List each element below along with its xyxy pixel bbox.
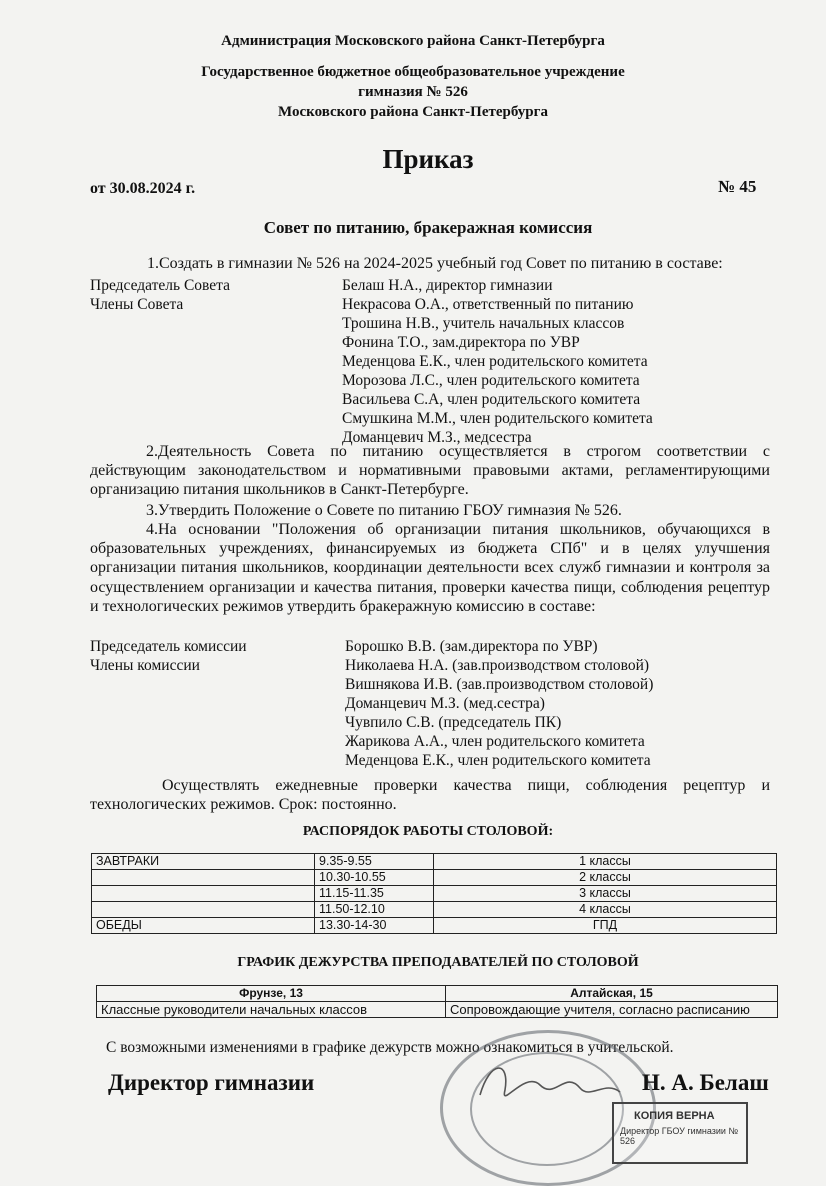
org-district-line: Московского района Санкт-Петербурга [278,104,548,120]
item3-paragraph [90,501,770,520]
item4-paragraph [90,520,770,616]
org-type-line: Государственное бюджетное общеобразовательное учреждение [201,64,625,80]
order-number: № 45 [718,177,757,196]
table-header-cell: Алтайская, 15 [446,986,778,1002]
copy-certification-stamp [612,1102,748,1164]
table-row [92,870,777,886]
commission-member: Чувпило С.В. (председатель ПК) [345,714,562,731]
council-chair-value: Белаш Н.А., директор гимназии [342,277,553,294]
table-cell: 9.35-9.55 [315,854,434,870]
item3-text: 3.Утвердить Положение о Совете по питанию ГБОУ гимназия № 526. [146,502,622,519]
table-cell: 4 классы [434,902,777,918]
table-cell: ГПД [434,918,777,934]
org-admin-line: Администрация Московского района Санкт-Петербурга [221,33,605,49]
table-cell: 1 классы [434,854,777,870]
table-row [97,1002,778,1018]
checks-note: Осуществлять ежедневные проверки качества пищи, соблюдения рецептур и технологических режимов. Срок: постоянно. [90,777,770,814]
table-row [92,854,777,870]
council-member: Васильева С.А, член родительского комитета [342,391,641,408]
schedule-table [91,853,777,934]
table-header-cell: Фрунзе, 13 [97,986,446,1002]
item2-paragraph [90,442,770,500]
table-cell: 10.30-10.55 [315,870,434,886]
certification-sub: Директор ГБОУ гимназии № 526 [620,1126,739,1146]
schedule-title: РАСПОРЯДОК РАБОТЫ СТОЛОВОЙ: [302,824,554,839]
table-cell: 2 классы [434,870,777,886]
org-name-line: гимназия № 526 [358,84,468,100]
table-cell [92,886,315,902]
table-cell [92,902,315,918]
checks-note-paragraph [90,776,770,814]
table-cell: 3 классы [434,886,777,902]
table-cell: ОБЕДЫ [92,918,315,934]
commission-chair-value: Борошко В.В. (зам.директора по УВР) [345,638,598,655]
signature-name: Н. А. Белаш [642,1070,769,1095]
table-cell: Сопровождающие учителя, согласно расписанию [446,1002,778,1018]
table-row [97,986,778,1002]
council-member: Фонина Т.О., зам.директора по УВР [342,334,580,351]
table-cell: 11.50-12.10 [315,902,434,918]
council-chair-label: Председатель Совета [90,277,230,294]
duty-table [96,985,778,1018]
table-row [92,918,777,934]
footer-note: С возможными изменениями в графике дежурств можно ознакомиться в учительской. [106,1039,674,1056]
council-members-label: Члены Совета [90,296,184,313]
table-cell [92,870,315,886]
council-member: Доманцевич М.З., медсестра [342,429,532,446]
commission-member: Доманцевич М.З. (мед.сестра) [345,695,545,712]
order-title: Приказ [382,144,474,174]
table-row [92,886,777,902]
council-member: Смушкина М.М., член родительского комитета [342,410,653,427]
council-member: Трошина Н.В., учитель начальных классов [342,315,625,332]
item2-text: 2.Деятельность Совета по питанию осуществляется в строгом соответствии с действующим законодательством и нормативными правовыми актами, регламентирующими организацию питания школьников в Санкт-Петербурге. [90,443,770,499]
commission-member: Вишнякова И.В. (зав.производством столовой) [345,676,654,693]
certification-title: КОПИЯ ВЕРНА [634,1110,715,1122]
council-member: Морозова Л.С., член родительского комитета [342,372,640,389]
commission-member: Жарикова А.А., член родительского комитета [345,733,645,750]
table-cell: 13.30-14-30 [315,918,434,934]
order-subject: Совет по питанию, бракеражная комиссия [263,218,593,237]
table-row [92,902,777,918]
commission-members-label: Члены комиссии [90,657,200,674]
duty-title: ГРАФИК ДЕЖУРСТВА ПРЕПОДАВАТЕЛЕЙ ПО СТОЛОВОЙ [237,955,639,970]
table-cell: Классные руководители начальных классов [97,1002,446,1018]
commission-chair-label: Председатель комиссии [90,638,247,655]
table-cell: 11.15-11.35 [315,886,434,902]
table-cell: ЗАВТРАКИ [92,854,315,870]
item4-text: 4.На основании "Положения об организации питания школьников, обучающихся в образовательных учреждениях, финансируемых из бюджета СПб" и в целях улучшения организации питания школьников, координации деятельности всех служб гимназии и контроля за осуществлением организации и качества питания, проверки качества пищи, соблюдения рецептур и технологических режимов утвердить бракеражную комиссию в составе: [90,521,770,615]
item1-text: 1.Создать в гимназии № 526 на 2024-2025 учебный год Совет по питанию в составе: [147,255,723,272]
order-date: от 30.08.2024 г. [90,180,196,197]
council-member: Некрасова О.А., ответственный по питанию [342,296,634,313]
commission-member: Меденцова Е.К., член родительского комитета [345,752,651,769]
commission-member: Николаева Н.А. (зав.производством столовой) [345,657,650,674]
signature-position: Директор гимназии [108,1070,315,1095]
council-member: Меденцова Е.К., член родительского комитета [342,353,648,370]
